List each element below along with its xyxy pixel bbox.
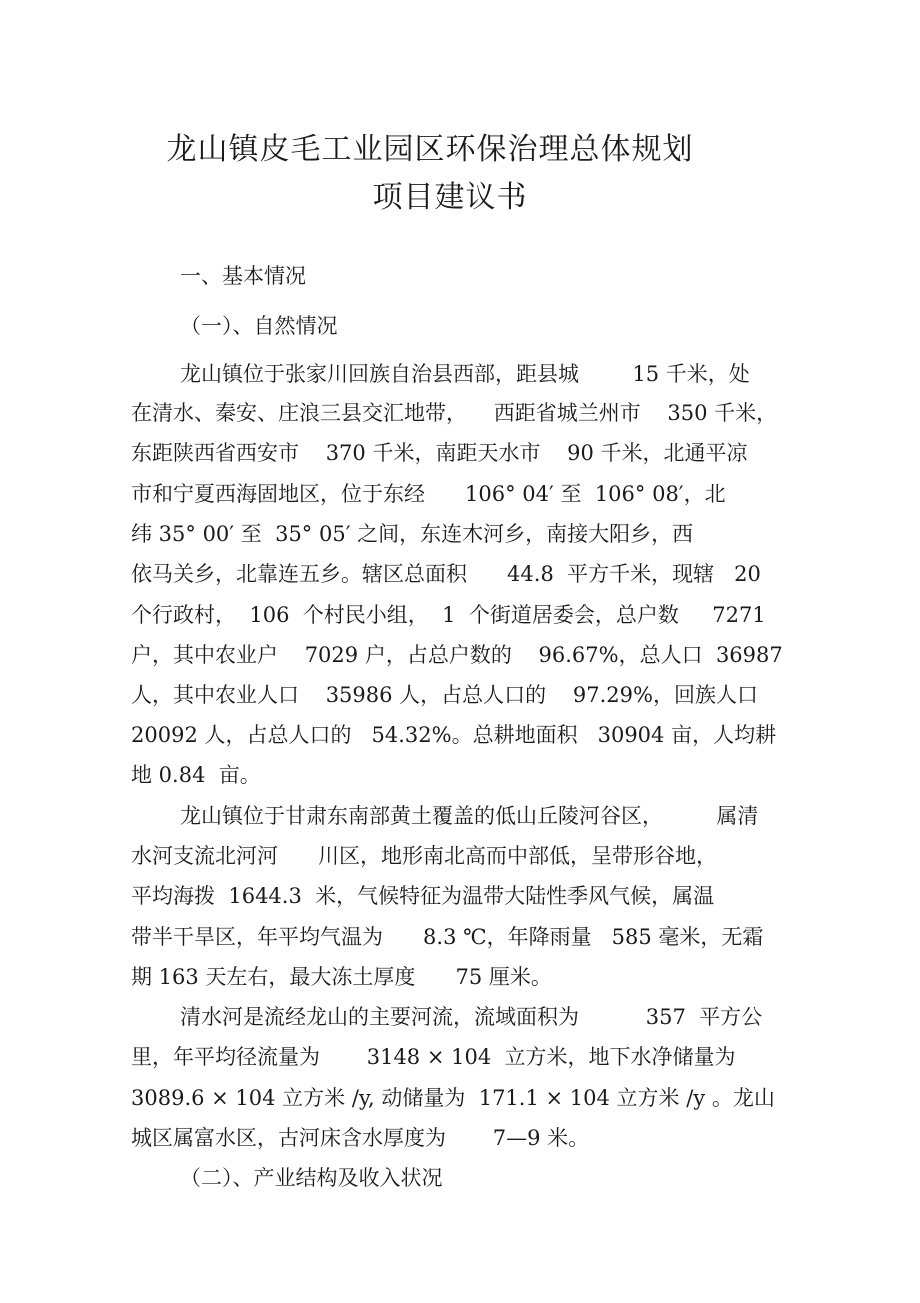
text-line: 城区属富水区，古河床含水厚度为 7—9 米。 bbox=[131, 1126, 590, 1150]
text-line: 水河支流北河河 川区，地形南北高而中部低，呈带形谷地， bbox=[131, 844, 718, 868]
text-line: 3089.6 × 104 立方米 /y, 动储量为 171.1 × 104 立方米 /y 。龙山 bbox=[131, 1086, 775, 1110]
text-line: 龙山镇位于张家川回族自治县西部，距县城 15 千米，处 bbox=[180, 362, 750, 386]
text-line: 市和宁夏西海固地区，位于东经 106° 04′ 至 106° 08′，北 bbox=[131, 482, 726, 506]
text-line: 东距陕西省西安市 370 千米，南距天水市 90 千米，北通平凉 bbox=[131, 441, 748, 465]
subsection-heading-industry: （二）、产业结构及收入状况 bbox=[180, 1166, 443, 1190]
document-title-line1: 龙山镇皮毛工业园区环保治理总体规划 bbox=[166, 132, 694, 167]
text-line: 人，其中农业人口 35986 人，占总人口的 97.29%，回族人口 bbox=[131, 683, 758, 707]
section-heading-basic-info: 一、基本情况 bbox=[180, 264, 306, 288]
text-line: 期 163 天左右，最大冻土厚度 75 厘米。 bbox=[131, 965, 552, 989]
text-line: 户，其中农业户 7029 户，占总户数的 96.67%，总人口 36987 bbox=[131, 643, 783, 667]
subsection-heading-natural: （一）、自然情况 bbox=[180, 314, 338, 338]
text-line: 龙山镇位于甘肃东南部黄土覆盖的低山丘陵河谷区， 属清 bbox=[180, 804, 759, 828]
text-line: 个行政村， 106 个村民小组， 1 个街道居委会，总户数 7271 bbox=[131, 603, 766, 627]
text-line: 纬 35° 00′ 至 35° 05′ 之间，东连木河乡，南接大阳乡，西 bbox=[131, 522, 694, 546]
text-line: 清水河是流经龙山的主要河流，流域面积为 357 平方公 bbox=[180, 1005, 763, 1029]
text-line: 带半干旱区，年平均气温为 8.3 ℃，年降雨量 585 毫米，无霜 bbox=[131, 925, 764, 949]
text-line: 依马关乡，北靠连五乡。辖区总面积 44.8 平方千米，现辖 20 bbox=[131, 562, 761, 586]
text-line: 在清水、秦安、庄浪三县交汇地带， 西距省城兰州市 350 千米， bbox=[131, 401, 778, 425]
text-line: 平均海拨 1644.3 米，气候特征为温带大陆性季风气候，属温 bbox=[131, 884, 715, 908]
text-line: 20092 人，占总人口的 54.32%。总耕地面积 30904 亩，人均耕 bbox=[131, 723, 777, 747]
document-title-line2: 项目建议书 bbox=[372, 180, 528, 215]
text-line: 地 0.84 亩。 bbox=[131, 763, 261, 787]
text-line: 里，年平均径流量为 3148 × 104 立方米，地下水净储量为 bbox=[131, 1045, 736, 1069]
